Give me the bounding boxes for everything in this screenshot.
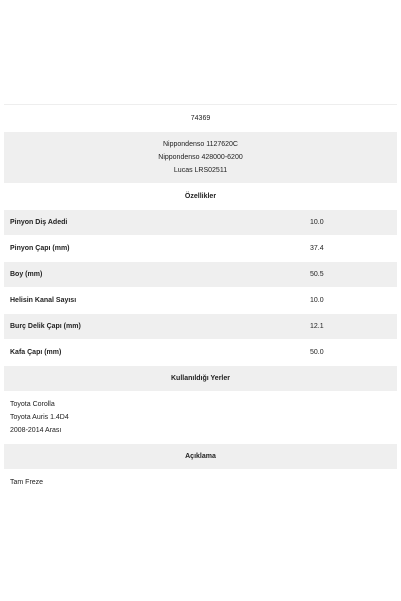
specs-heading: Özellikler <box>184 193 217 200</box>
usage-item: Toyota Auris 1.4D4 <box>10 414 69 421</box>
oem-number: Nippondenso 1127620C <box>163 141 238 148</box>
spec-label: Helisin Kanal Sayısı <box>10 297 77 304</box>
usage-heading-row <box>4 366 397 392</box>
spec-value: 12.1 <box>310 323 324 330</box>
oem-number: Lucas LRS02511 <box>173 167 228 174</box>
spec-row <box>4 210 397 236</box>
spec-label: Pinyon Diş Adedi <box>10 219 68 226</box>
spec-label: Pinyon Çapı (mm) <box>10 245 70 252</box>
spec-row <box>4 262 397 288</box>
spec-row <box>4 314 397 340</box>
description-heading: Açıklama <box>185 453 216 460</box>
spec-row <box>4 236 397 262</box>
spec-value: 10.0 <box>310 219 324 226</box>
usage-heading: Kullanıldığı Yerler <box>170 375 230 382</box>
usage-item: 2008-2014 Arası <box>10 427 62 434</box>
spec-row <box>4 340 397 366</box>
description-text: Tam Freze <box>10 479 44 486</box>
spec-value: 37.4 <box>310 245 324 252</box>
ref-code: 74369 <box>190 115 211 122</box>
spec-label: Kafa Çapı (mm) <box>10 349 62 356</box>
description-row <box>4 470 397 496</box>
oem-number: Nippondenso 428000-6200 <box>158 154 243 161</box>
spec-row <box>4 288 397 314</box>
usage-row <box>4 392 397 444</box>
spec-value: 50.5 <box>310 271 324 278</box>
description-heading-row <box>4 444 397 470</box>
specs-heading-row <box>4 184 397 210</box>
ref-code-row <box>4 106 397 132</box>
product-spec-table <box>4 106 397 496</box>
spec-value: 10.0 <box>310 297 324 304</box>
usage-item: Toyota Corolla <box>10 401 55 408</box>
spec-value: 50.0 <box>310 349 324 356</box>
spec-label: Burç Delik Çapı (mm) <box>10 323 81 330</box>
top-divider <box>4 104 397 105</box>
spec-label: Boy (mm) <box>10 271 43 278</box>
oem-numbers-row <box>4 132 397 184</box>
